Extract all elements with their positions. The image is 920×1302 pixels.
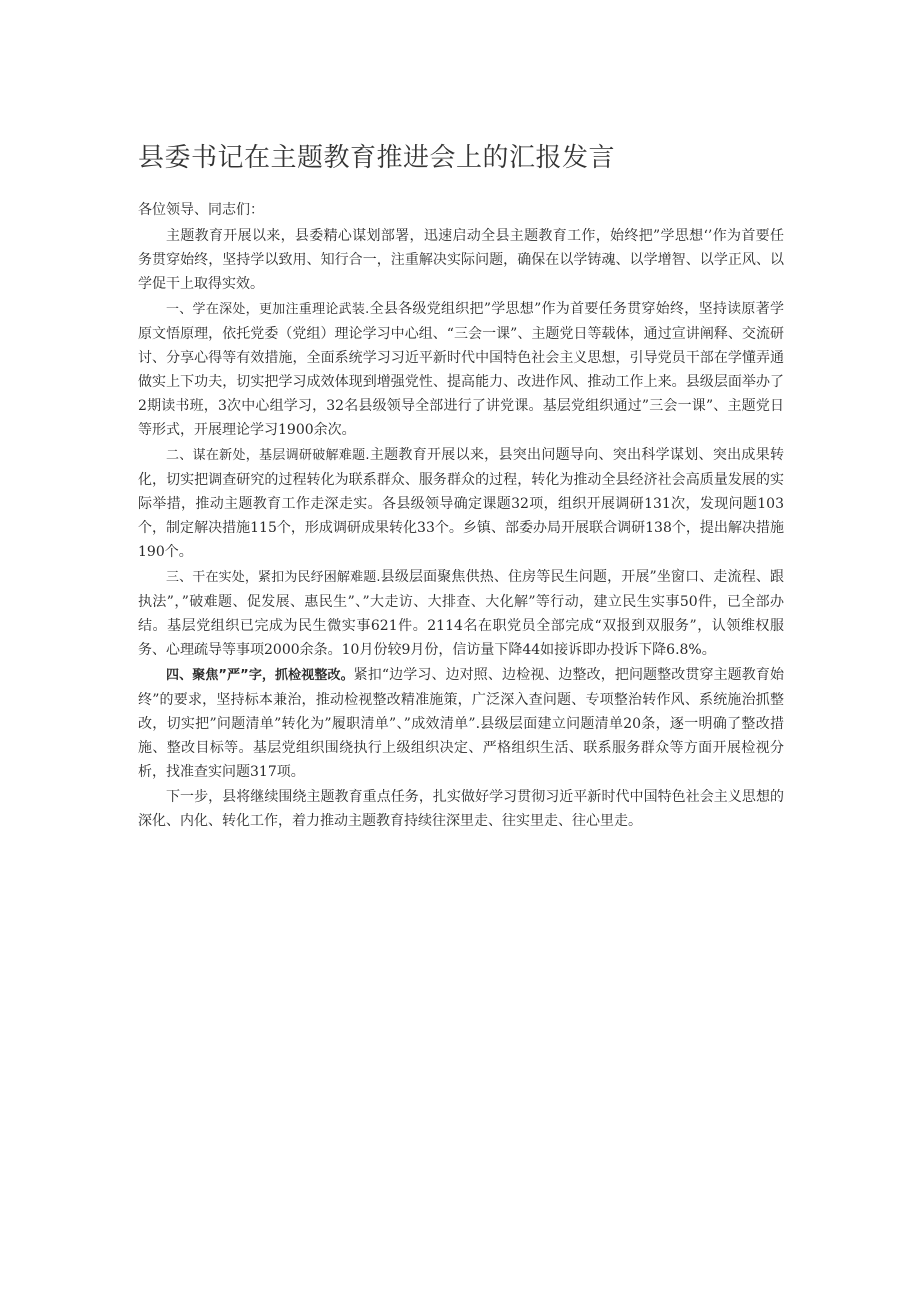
document-title: 县委书记在主题教育推进会上的汇报发言 bbox=[138, 143, 616, 173]
section-4-paragraph bbox=[138, 663, 784, 784]
section-1-lead: 一、学在深处，更加注重理论武装. bbox=[166, 301, 370, 317]
section-3-lead: 三、干在实处，紧扣为民纾困解难题. bbox=[166, 569, 381, 585]
section-3-paragraph bbox=[138, 565, 784, 662]
section-4-lead: 四、聚焦”严”字，抓检视整改。 bbox=[166, 667, 354, 683]
section-2-lead: 二、谋在新处，基层调研破解难题. bbox=[166, 447, 370, 463]
document-page bbox=[138, 142, 784, 834]
section-3-body: 县级层面聚焦供热、住房等民生问题，开展”坐窗口、走流程、跟执法”，”破难题、促发展、惠民生”、”大走访、大排查、大化解”等行动，建立民生实事50件，已全部办结。基层党组织已完成为民生微实事621件。2114名在职党员全部完成“双报到双服务”，认领维权服务、心理疏导等事项2000余条。10月份较9月份，信访量下降44如接诉即办投诉下降6.8%。 bbox=[138, 568, 785, 658]
section-4-body: 紧扣“边学习、边对照、边检视、边整改，把问题整改贯穿主题教育始终”的要求，坚持标本兼治，推动检视整改精准施策，广泛深入查问题、专项整治转作风、系统施治抓整改，切实把”问题清单”转化为”履职清单”、”成效清单”.县级层面建立问题清单20条，逐一明确了整改措施、整改目标等。基层党组织围绕执行上级组织决定、严格组织生活、联系服务群众等方面开展检视分析，找准查实问题317项。 bbox=[138, 666, 784, 780]
intro-paragraph: 主题教育开展以来，县委精心谋划部署，迅速启动全县主题教育工作，始终把”学思想‘’作为首要任务贯穿始终，坚持学以致用、知行合一，注重解决实际问题，确保在以学铸魂、以学增智、以学正风、以学促干上取得实效。 bbox=[138, 227, 784, 292]
salutation: 各位领导、同志们： bbox=[138, 201, 264, 218]
section-2-paragraph bbox=[138, 443, 784, 564]
section-1-body: 全县各级党组织把”学思想”作为首要任务贯穿始终，坚持读原著学原文悟原理，依托党委（党组）理论学习中心组、“三会一课”、主题党日等载体，通过宣讲阐释、交流研讨、分享心得等有效措施，全面系统学习习近平新时代中国特色社会主义思想，引导党员干部在学懂弄通做实上下功夫，切实把学习成效体现到增强党性、提高能力、改进作风、推动工作上来。县级层面举办了2期读书班，3次中心组学习，32名县级领导全部进行了讲党课。基层党组织通过”三会一课”、主题党日等形式，开展理论学习1900余次。 bbox=[138, 300, 784, 438]
closing-paragraph: 下一步，县将继续围绕主题教育重点任务，扎实做好学习贯彻习近平新时代中国特色社会主义思想的深化、内化、转化工作，着力推动主题教育持续往深里走、往实里走、往心里走。 bbox=[138, 788, 784, 829]
section-1-paragraph bbox=[138, 297, 784, 442]
section-2-body: 主题教育开展以来，县突出问题导向、突出科学谋划、突出成果转化，切实把调查研究的过程转化为联系群众、服务群众的过程，转化为推动全县经济社会高质量发展的实际举措，推动主题教育工作走深走实。各县级领导确定课题32项，组织开展调研131次，发现问题103个，制定解决措施115个，形成调研成果转化33个。乡镇、部委办局开展联合调研138个，提出解决措施190个。 bbox=[138, 446, 785, 560]
